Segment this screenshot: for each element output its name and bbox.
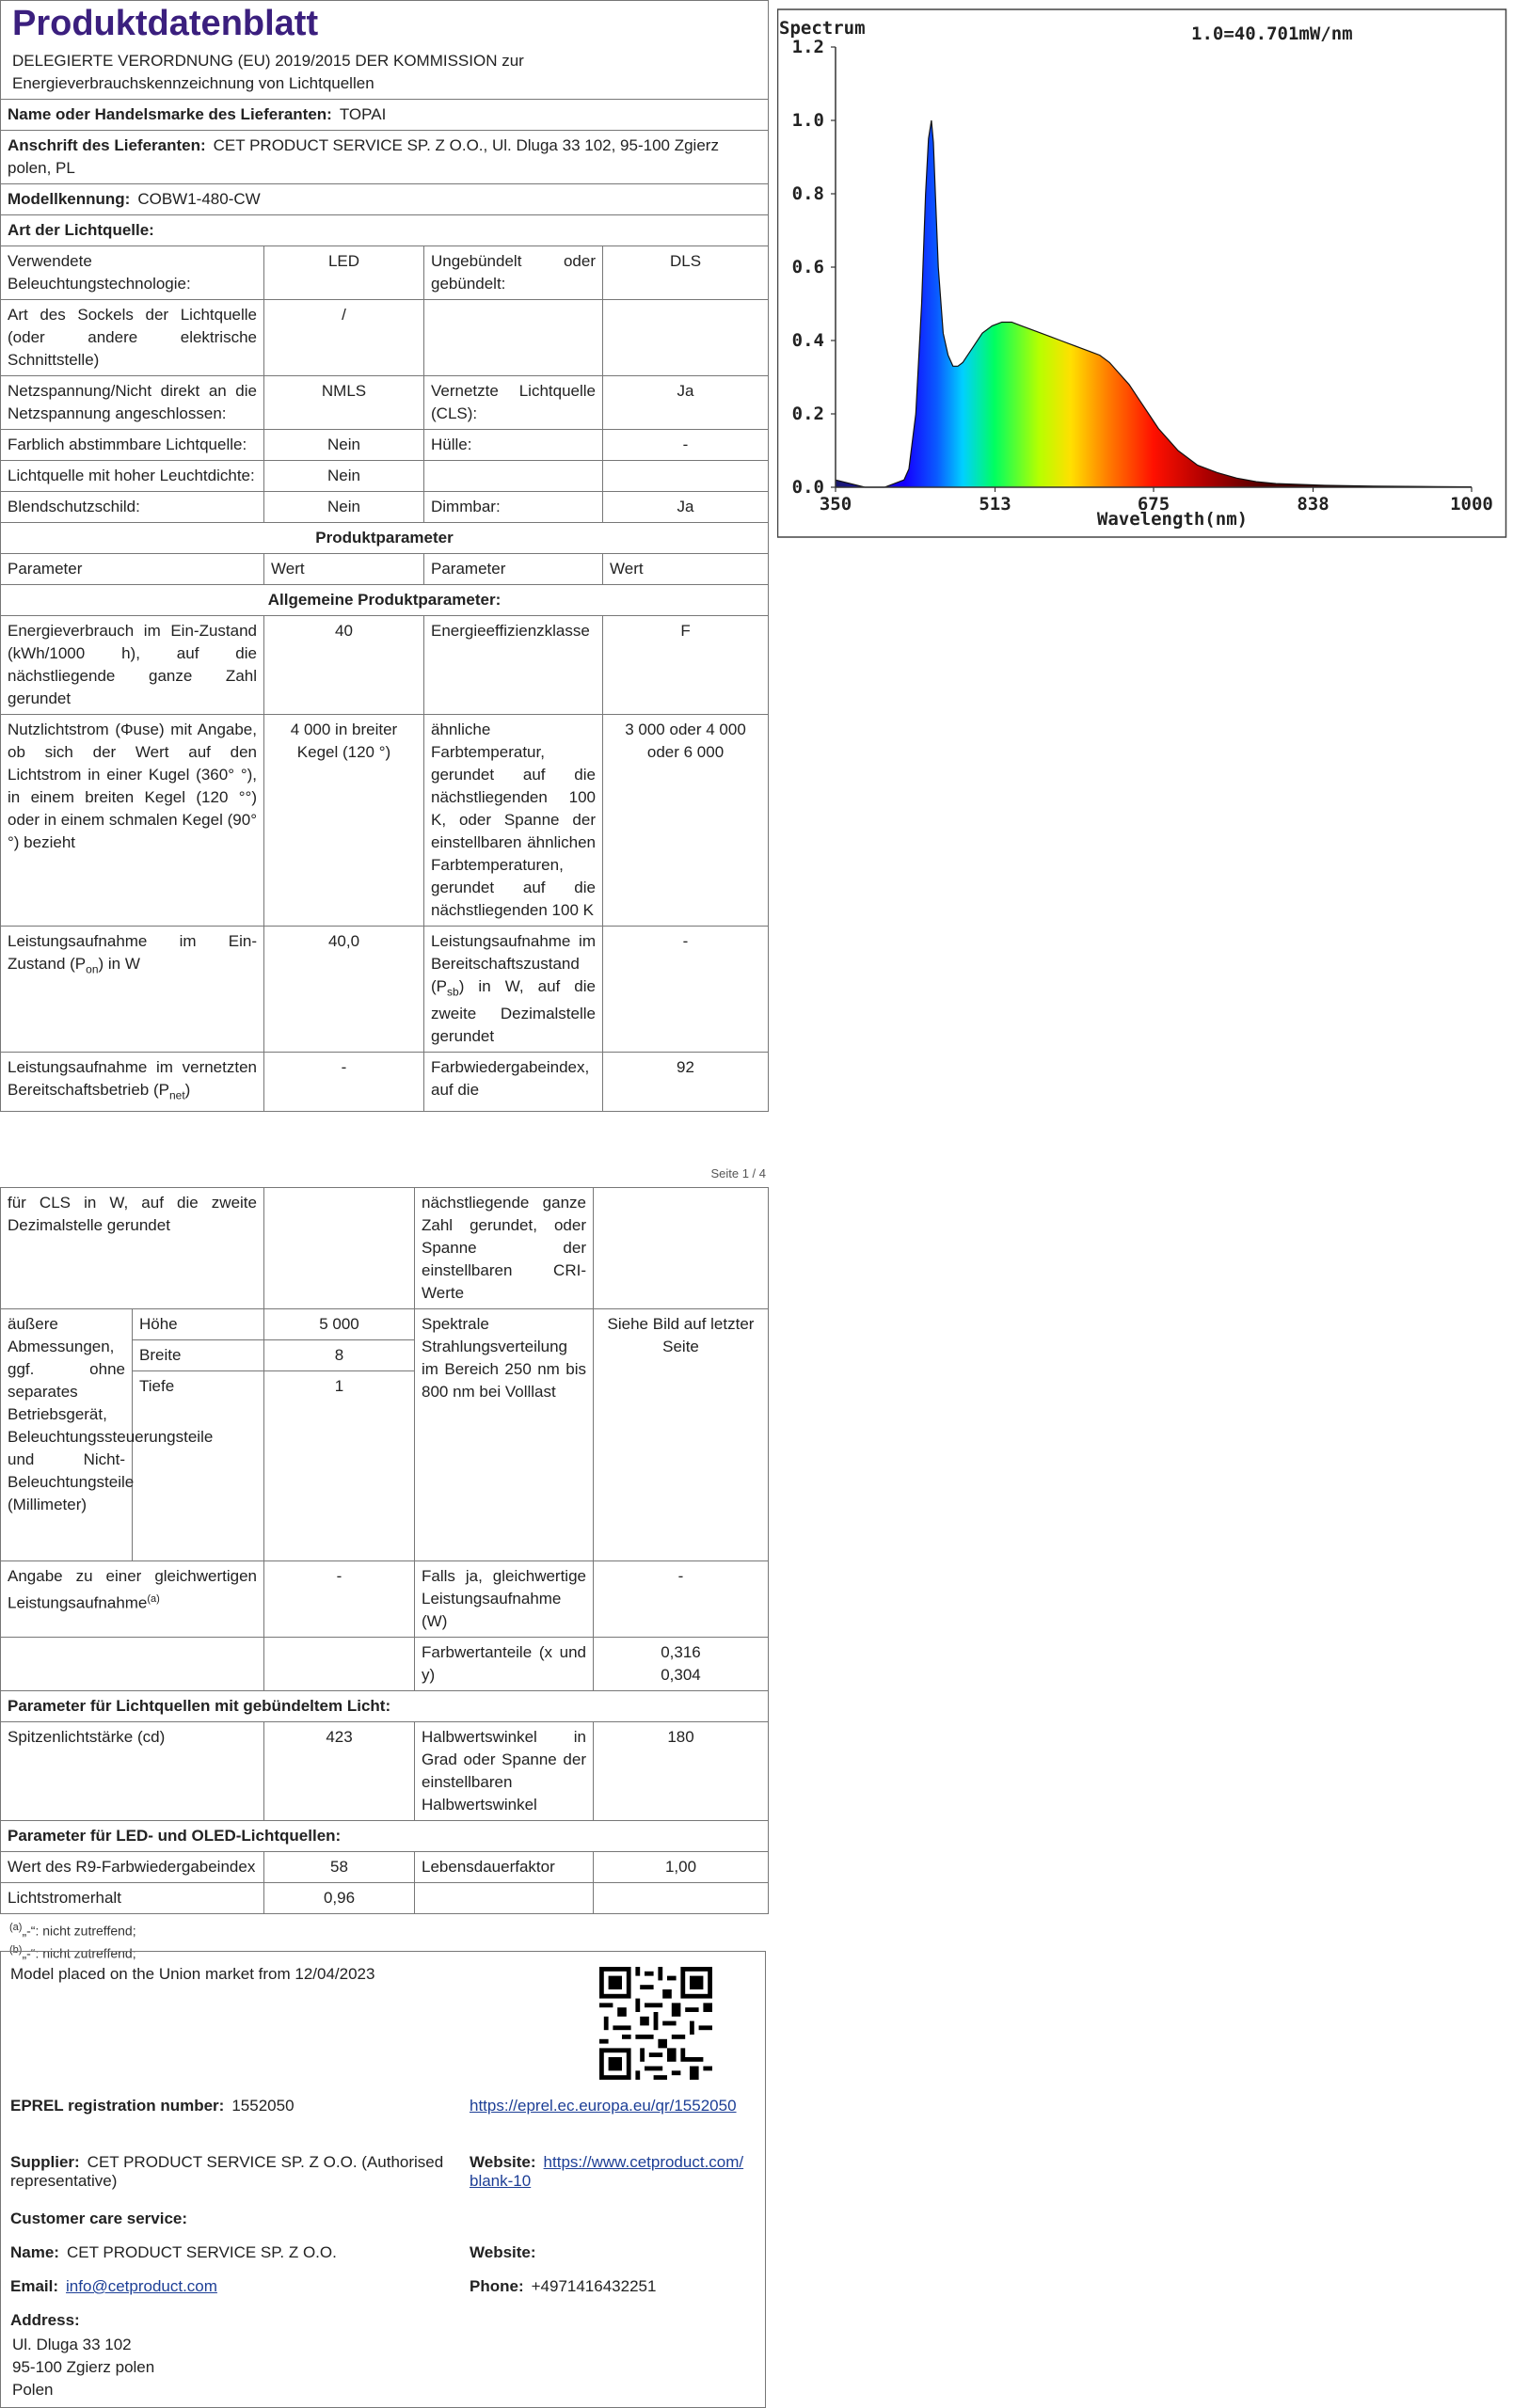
supplier-address-row: Anschrift des Lieferanten: CET PRODUCT SERVICE SP. Z O.O., Ul. Dluga 33 102, 95-100 Zgierz polen, PL bbox=[1, 131, 769, 184]
table-row: Spitzenlichtstärke (cd) 423 Halbwertswinkel in Grad oder Spanne der einstellbaren Halbwertswinkel 180 bbox=[1, 1722, 769, 1821]
supplier-name-row: Name oder Handelsmarke des Lieferanten: TOPAI bbox=[1, 100, 769, 131]
spectrum-chart-svg bbox=[777, 0, 1513, 538]
x-tick-label: 838 bbox=[1297, 494, 1330, 515]
table-row: Leistungsaufnahme im vernetzten Bereitschaftsbetrieb $(P_{net})$ - Farbwiedergabeindex, auf die 92 bbox=[1, 1053, 769, 1111]
chart-title: Spectrum bbox=[779, 18, 866, 39]
x-tick-label: 675 bbox=[1137, 494, 1171, 515]
table-row: Wert des R9-Farbwiedergabeindex 58 Lebensdauerfaktor 1,00 bbox=[1, 1852, 769, 1883]
eprel-reg-number: EPREL registration number: 1552050 bbox=[10, 2097, 295, 2115]
general-params-heading: Allgemeine Produktparameter: bbox=[1, 585, 769, 616]
placed-on-market: Model placed on the Union market from 12/04/2023 bbox=[10, 1965, 375, 1983]
supplier-website-link[interactable]: https://www.cetproduct.com/blank-10 bbox=[470, 2153, 744, 2190]
care-email: Email: info@cetproduct.com bbox=[10, 2277, 217, 2295]
led-params-heading: Parameter für LED- und OLED-Lichtquellen: bbox=[1, 1821, 769, 1852]
table-row: Lichtquelle mit hoher Leuchtdichte: Nein bbox=[1, 461, 769, 492]
table-row: Farbwertanteile (x und y) 0,316 0,304 bbox=[1, 1638, 769, 1691]
table-row: für CLS in W, auf die zweite Dezimalstelle gerundet nächstliegende ganze Zahl gerundet, oder Spanne der einstellbaren CRI-Werte bbox=[1, 1188, 769, 1309]
y-tick-label: 1.2 bbox=[791, 37, 824, 57]
column-headers: Parameter Wert Parameter Wert bbox=[1, 554, 769, 585]
qr-code-icon[interactable] bbox=[599, 1967, 712, 2080]
dimensions-row: äußere Abmessungen, ggf. ohne separates Betriebsgerät, Beleuchtungssteuerungsteile und Nicht-Beleuchtungsteile (Millimeter) Höhe 5 000 Spektrale Strahlungsverteilung im Bereich 250 nm bis 800 nm bei Volllast Siehe Bild auf letzter Seite bbox=[1, 1309, 769, 1340]
y-tick-label: 0.0 bbox=[791, 477, 824, 498]
table-row: Nutzlichtstrom (Φuse) mit Angabe, ob sich der Wert auf den Lichtstrom in einer Kugel (360° °), in einem breiten Kegel (120 °°) oder in einem schmalen Kegel (90° °) bezieht 4 000 in breiter Kegel (120 °) ähnliche Farbtemperatur, gerundet auf die nächstliegenden 100 K, oder Spanne der einstellbaren ähnlichen Farbtemperaturen, gerundet auf die nächstliegenden 100 K 3 000 oder 4 000 oder 6 000 bbox=[1, 715, 769, 927]
table-row: Lichtstromerhalt 0,96 bbox=[1, 1883, 769, 1914]
address-heading: Address: bbox=[10, 2311, 80, 2329]
light-type-heading: Art der Lichtquelle: bbox=[1, 215, 769, 246]
y-tick-label: 0.2 bbox=[791, 404, 824, 424]
x-axis-label: Wavelength(nm) bbox=[1096, 509, 1249, 530]
table-row: Farblich abstimmbare Lichtquelle: Nein Hülle: - bbox=[1, 430, 769, 461]
page-title: Produktdatenblatt bbox=[12, 4, 319, 43]
product-params-heading: Produktparameter bbox=[1, 523, 769, 554]
footnote: $^{(a)}$„-“: nicht zutreffend; bbox=[9, 1922, 136, 1939]
care-website: Website: bbox=[470, 2243, 536, 2261]
x-tick-label: 513 bbox=[979, 494, 1011, 515]
table-row: Leistungsaufnahme im Ein-Zustand $(P_{on})$ in W 40,0 Leistungsaufnahme im Bereitschaftszustand $(P_{sb})$ in W, auf die zweite Dezimalstelle gerundet - bbox=[1, 927, 769, 1053]
y-tick-label: 1.0 bbox=[791, 110, 824, 131]
care-name: Name: CET PRODUCT SERVICE SP. Z O.O. bbox=[10, 2243, 337, 2261]
address-block: Ul. Dluga 33 102 95-100 Zgierz polen Polen bbox=[12, 2336, 155, 2399]
table-row: Blendschutzschild: Nein Dimmbar: Ja bbox=[1, 492, 769, 523]
chart-annotation: 1.0=40.701mW/nm bbox=[1191, 24, 1353, 44]
page-number: Seite 1 / 4 bbox=[710, 1166, 766, 1180]
spectrum-chart bbox=[777, 0, 1513, 538]
email-link[interactable]: info@cetproduct.com bbox=[66, 2277, 217, 2295]
datasheet-table-page1 bbox=[0, 0, 769, 1112]
beam-params-heading: Parameter für Lichtquellen mit gebündeltem Licht: bbox=[1, 1691, 769, 1722]
y-tick-label: 0.6 bbox=[791, 257, 824, 277]
customer-care-heading: Customer care service: bbox=[10, 2210, 188, 2227]
table-row: Angabe zu einer gleichwertigen Leistungsaufnahme$^{(a)}$ - Falls ja, gleichwertige Leistungsaufnahme (W) - bbox=[1, 1561, 769, 1638]
y-tick-label: 0.4 bbox=[791, 330, 824, 351]
datasheet-page2 bbox=[0, 1187, 768, 1962]
table-row: Art des Sockels der Lichtquelle (oder andere elektrische Schnittstelle) / bbox=[1, 300, 769, 376]
table-row: Verwendete Beleuchtungstechnologie: LED Ungebündelt oder gebündelt: DLS bbox=[1, 246, 769, 300]
table-row: Energieverbrauch im Ein-Zustand (kWh/1000 h), auf die nächstliegende ganze Zahl gerundet 40 Energieeffizienzklasse F bbox=[1, 616, 769, 715]
page-subtitle: DELEGIERTE VERORDNUNG (EU) 2019/2015 DER KOMMISSION zur Energieverbrauchskennzeichnung von Lichtquellen bbox=[12, 52, 524, 92]
model-id-row: Modellkennung: COBW1-480-CW bbox=[1, 184, 769, 215]
table-row: Netzspannung/Nicht direkt an die Netzspannung angeschlossen: NMLS Vernetzte Lichtquelle (CLS): Ja bbox=[1, 376, 769, 430]
supplier-line: Supplier: CET PRODUCT SERVICE SP. Z O.O. (Authorised representative) bbox=[10, 2153, 444, 2190]
x-tick-label: 1000 bbox=[1450, 494, 1493, 515]
y-tick-label: 0.8 bbox=[791, 183, 824, 204]
eprel-card bbox=[0, 1951, 766, 2408]
footnote: $^{(b)}$„-“: nicht zutreffend; bbox=[9, 1943, 136, 1961]
care-phone: Phone: +4971416432251 bbox=[470, 2277, 657, 2295]
eprel-link[interactable]: https://eprel.ec.europa.eu/qr/1552050 bbox=[470, 2097, 737, 2115]
x-tick-label: 350 bbox=[819, 494, 852, 515]
datasheet-table-page2: für CLS in W, auf die zweite Dezimalstelle gerundet nächstliegende ganze Zahl gerundet, oder Spanne der einstellbaren CRI-Werte äußere Abmessungen, ggf. ohne separates Betriebsgerät, Beleuchtungssteuerungsteile und Nicht-Beleuchtungsteile (Millimeter) Höhe 5 000 Spektrale Strahlungsverteilung im Bereich 250 nm bis 800 nm bei Volllast Siehe Bild auf letzter Seite Breite 8 Tiefe 1 Angabe zu einer gleichwertigen Leistungsaufnahme$^{(a)}$ - Falls ja, gleichwertige Leistungsaufnahme (W) - Farbwertanteile (x und y) 0,316 0,304 Parameter für Lichtquellen mit gebündeltem Licht: Spitzenlichtstärke (cd) 423 Halbwertswinkel in Grad oder Spanne der einstellbaren Halbwertswinkel 180 Parameter für LED- und OLED-Lichtquellen: Wert des R9-Farbwiedergabeindex 58 Lebensdauerfaktor 1,00 Lichtstromerhalt 0,96 bbox=[0, 1187, 769, 1914]
supplier-website: Website: https://www.cetproduct.com/blank-10 bbox=[470, 2153, 744, 2190]
datasheet bbox=[0, 0, 768, 1112]
